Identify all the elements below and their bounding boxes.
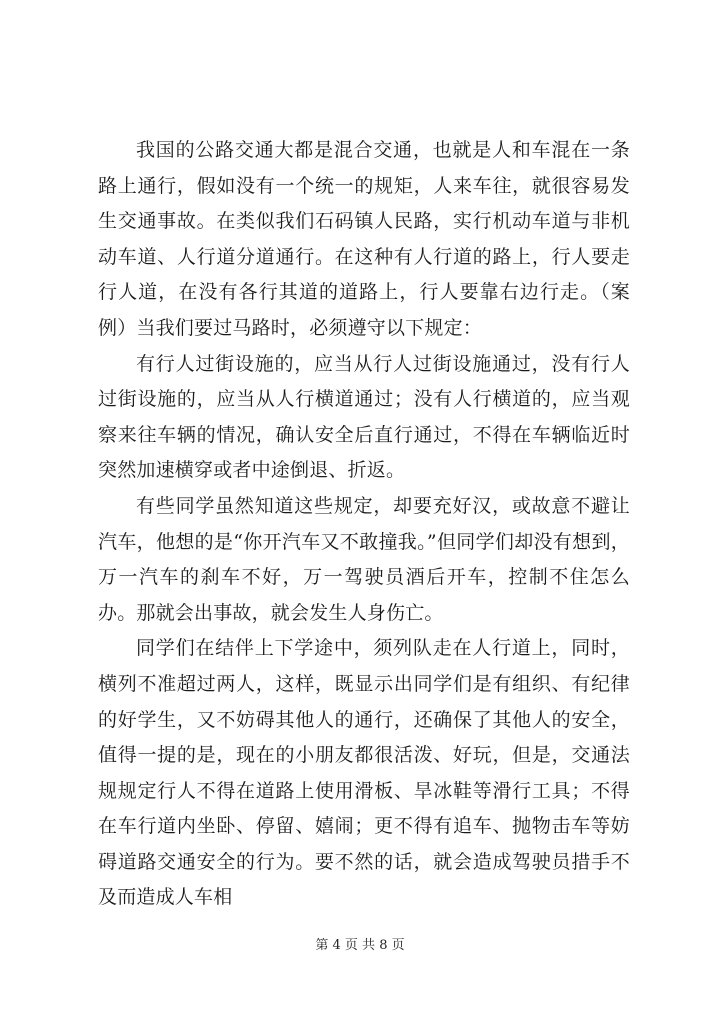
paragraph: 同学们在结伴上下学途中，须列队走在人行道上，同时，横列不准超过两人，这样，既显示出同学们是有组织、有纪律的好学生，又不妨碍其他人的通行，还确保了其他人的安全，值得一提的是，现在的小朋友都很活泼、好玩，但是，交通法规规定行人不得在道路上使用滑板、旱冰鞋等滑行工具；不得在车行道内坐卧、停留、嬉闹；更不得有追车、抛物击车等妨碍道路交通安全的行为。要不然的话，就会造成驾驶员措手不及而造成人车相 — [98, 637, 630, 909]
page-number-footer: 第 4 页 共 8 页 — [315, 938, 405, 953]
paragraph: 有行人过街设施的，应当从行人过街设施通过，没有行人过街设施的，应当从人行横道通过；没有人行横道的，应当观察来往车辆的情况，确认安全后直行通过，不得在车辆临近时突然加速横穿或者中途倒退、折返。 — [98, 352, 630, 482]
paragraph: 有些同学虽然知道这些规定，却要充好汉，或故意不避让汽车，他想的是“你开汽车又不敢撞我。”但同学们却没有想到，万一汽车的刹车不好，万一驾驶员酒后开车，控制不住怎么办。那就会出事故，就会发生人身伤亡。 — [98, 494, 630, 624]
document-body — [98, 133, 630, 916]
paragraph: 我国的公路交通大都是混合交通，也就是人和车混在一条路上通行，假如没有一个统一的规矩，人来车往，就很容易发生交通事故。在类似我们石码镇人民路，实行机动车道与非机动车道、人行道分道通行。在这种有人行道的路上，行人要走行人道，在没有各行其道的道路上，行人要靠右边行走。（案例）当我们要过马路时，必须遵守以下规定： — [98, 139, 630, 339]
